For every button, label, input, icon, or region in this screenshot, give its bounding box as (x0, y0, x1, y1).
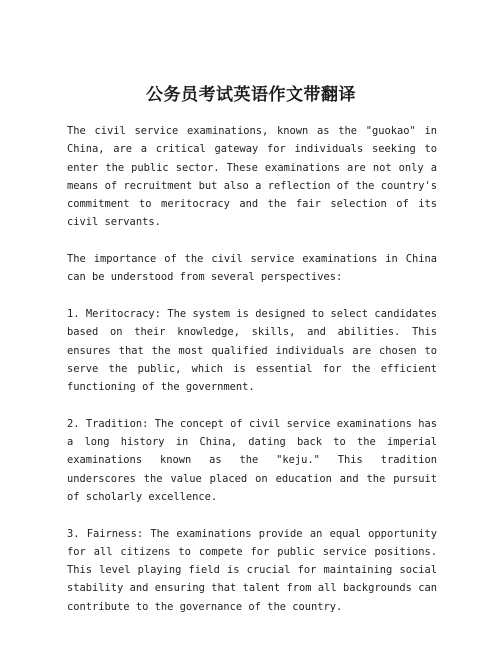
paragraph-importance: The importance of the civil service examinations in China can be understood from several perspectives: (67, 253, 437, 284)
paragraph-fairness: 3. Fairness: The examinations provide an equal opportunity for all citizens to compete for public service positions. This level playing field is crucial for maintaining social stability and ensuring that talent from all backgrounds can contribute to the governance of the country. (67, 527, 437, 613)
paragraph-meritocracy: 1. Meritocracy: The system is designed to select candidates based on their knowledge, skills, and abilities. This ensures that the most qualified individuals are chosen to serve the public, which is essential for the efficient functioning of the government. (67, 307, 437, 394)
paragraph-intro: The civil service examinations, known as the "guokao" in China, are a critical gateway for individuals seeking to enter the public sector. These examinations are not only a means of recruitment but also a reflection of the country's commitment to meritocracy and the fair selection of its civil servants. (67, 125, 437, 229)
document-title: 公务员考试英语作文带翻译 (146, 85, 356, 105)
paragraph-tradition: 2. Tradition: The concept of civil service examinations has a long history in China, dating back to the imperial examinations known as the "keju." This tradition underscores the value placed on education and the pursuit of scholarly excellence. (67, 417, 437, 503)
document-body (67, 122, 437, 634)
